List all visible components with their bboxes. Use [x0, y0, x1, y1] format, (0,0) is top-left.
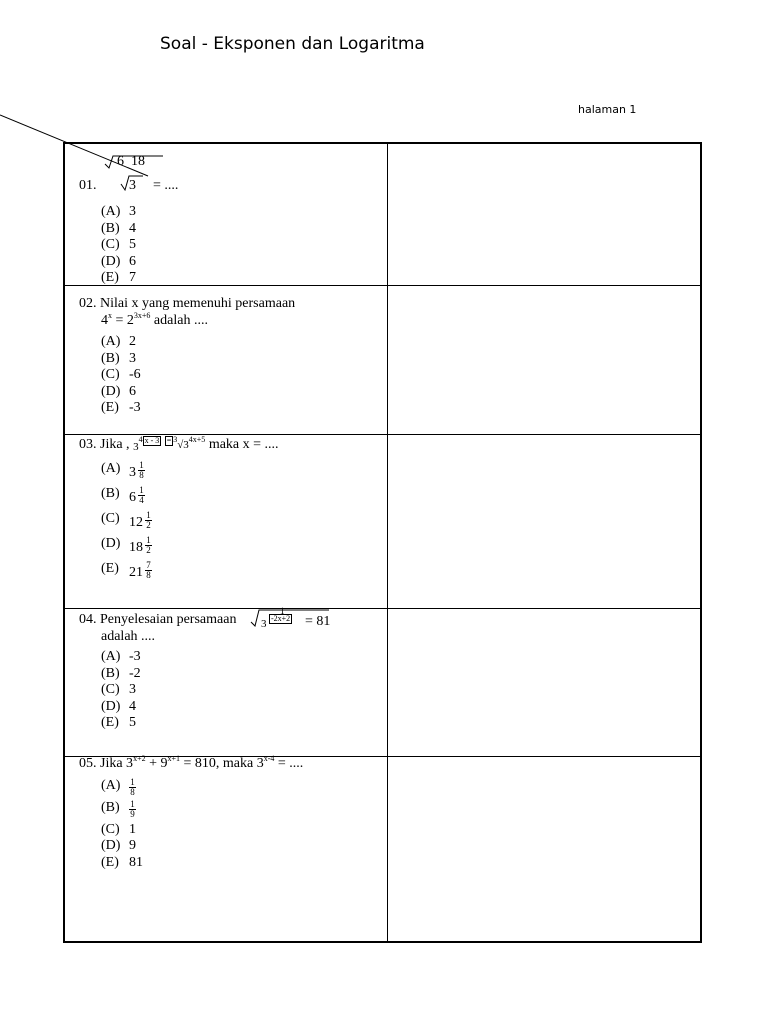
option-key: (C) — [101, 510, 120, 526]
base: 3 — [133, 441, 139, 453]
answer-options — [101, 778, 379, 872]
option-key: (A) — [101, 204, 121, 219]
question-text: 02. Nilai x yang memenuhi persamaan — [79, 296, 296, 311]
whole-part: 6 — [129, 489, 136, 505]
boxed-exponent: x - 3 — [144, 436, 160, 445]
whole-part: 12 — [129, 514, 143, 530]
question-tail: adalah .... — [150, 312, 208, 328]
answer-option — [101, 384, 379, 401]
exponent: 4x+5 — [188, 435, 206, 444]
question-table — [63, 142, 702, 943]
fraction-denominator: 9 — [130, 808, 135, 819]
answer-option — [101, 822, 379, 839]
option-value: 3 — [129, 204, 136, 219]
option-key: (A) — [101, 777, 121, 793]
answer-option — [101, 536, 379, 561]
numerator: 6 — [117, 154, 124, 169]
answer-option — [101, 270, 379, 287]
option-value: 5 — [129, 237, 136, 252]
option-key: (B) — [101, 799, 120, 815]
radical-sign: √ — [177, 439, 184, 451]
answer-option — [101, 351, 379, 368]
question-number: 01. — [79, 178, 97, 193]
answer-option — [101, 561, 379, 586]
exponent: x+2 — [133, 754, 146, 763]
fraction-denominator: 8 — [130, 786, 135, 797]
question-4 — [79, 606, 379, 732]
answer-option — [101, 461, 379, 486]
answer-option — [101, 649, 379, 666]
fraction — [145, 536, 152, 555]
answer-option — [101, 666, 379, 683]
option-value: 4 — [129, 698, 136, 714]
answer-options — [101, 204, 379, 287]
whole-part: 18 — [129, 539, 143, 555]
fraction-numerator: 1 — [139, 459, 144, 470]
question-1 — [79, 154, 379, 287]
option-value: 3 — [129, 682, 136, 697]
answer-option — [101, 334, 379, 351]
answer-option — [101, 682, 379, 699]
row-divider — [65, 608, 700, 609]
fraction — [129, 778, 136, 797]
fraction-numerator: 1 — [130, 776, 135, 787]
column-divider — [387, 144, 388, 941]
fraction — [138, 461, 145, 480]
fraction-denominator: 8 — [139, 469, 144, 480]
equation — [101, 310, 379, 331]
mixed-number — [129, 561, 152, 586]
fraction-numerator: 1 — [130, 798, 135, 809]
answer-option — [101, 715, 379, 732]
option-key: (A) — [101, 460, 121, 476]
option-key: (C) — [101, 821, 120, 837]
page-title: Soal - Eksponen dan Logaritma — [160, 34, 425, 54]
option-value: 7 — [129, 270, 136, 285]
exponent: x+1 — [167, 754, 180, 763]
base: 4 — [101, 312, 108, 328]
option-key: (B) — [101, 665, 120, 681]
fraction — [145, 561, 152, 580]
boxed-exponent: -2x+2 — [271, 614, 291, 623]
base: 3 — [261, 618, 267, 630]
answer-option — [101, 699, 379, 716]
option-key: (E) — [101, 400, 119, 415]
exponent: 1 — [280, 606, 285, 616]
mixed-number — [129, 486, 145, 511]
question-tail: maka x = .... — [208, 437, 279, 452]
boxed-equals: = — [166, 436, 172, 445]
option-value: 6 — [129, 253, 136, 269]
option-key: (B) — [101, 220, 120, 236]
mixed-number — [129, 511, 152, 536]
fraction — [138, 486, 145, 505]
root-index: 3 — [173, 435, 178, 444]
fraction-numerator: 1 — [146, 509, 151, 520]
option-key: (A) — [101, 649, 121, 664]
fraction-denominator: 2 — [146, 519, 151, 530]
option-key: (B) — [101, 485, 120, 501]
option-value: 5 — [129, 715, 136, 730]
question-tail: = .... — [274, 756, 304, 771]
option-value: 9 — [129, 838, 136, 853]
option-value: 2 — [129, 334, 136, 349]
fraction-numerator: 7 — [146, 559, 151, 570]
equals-base: = 2 — [112, 312, 134, 328]
option-key: (D) — [101, 535, 121, 551]
option-value: -3 — [129, 649, 141, 664]
whole-part: 21 — [129, 564, 143, 580]
exponent: 3x+6 — [133, 310, 151, 320]
exponent: x-4 — [263, 754, 275, 763]
option-key: (D) — [101, 838, 121, 853]
fraction-denominator: 4 — [139, 494, 144, 505]
option-key: (E) — [101, 715, 119, 730]
answer-options — [101, 649, 379, 732]
question-3 — [79, 437, 379, 586]
equation-rhs: = 81 — [305, 614, 331, 629]
fraction — [129, 800, 136, 819]
question-5 — [79, 756, 379, 871]
answer-option — [101, 237, 379, 254]
fraction-denominator: 2 — [146, 544, 151, 555]
fraction — [145, 511, 152, 530]
fraction-numerator: 1 — [139, 484, 144, 495]
mixed-number — [129, 536, 152, 561]
equation — [79, 606, 379, 630]
option-value: 4 — [129, 220, 136, 236]
answer-option — [101, 367, 379, 384]
answer-option — [101, 855, 379, 872]
option-key: (C) — [101, 367, 120, 382]
equation-part: = 810, maka 3 — [180, 756, 264, 771]
option-value: -3 — [129, 400, 141, 415]
row-divider — [65, 434, 700, 435]
answer-option — [101, 221, 379, 238]
option-value: 3 — [129, 350, 136, 366]
answer-option — [101, 838, 379, 855]
page-number: halaman 1 — [578, 103, 637, 116]
option-value: 6 — [129, 383, 136, 399]
inner-root-value: 18 — [131, 154, 145, 169]
option-key: (C) — [101, 682, 120, 697]
base: 3 — [183, 439, 189, 451]
equation-part: + 9 — [145, 756, 168, 771]
question-lead: 03. Jika , — [79, 437, 130, 452]
option-key: (E) — [101, 270, 119, 285]
option-key: (B) — [101, 350, 120, 366]
option-key: (D) — [101, 698, 121, 714]
mixed-number — [129, 461, 145, 486]
equation — [79, 756, 379, 774]
option-value: 81 — [129, 854, 143, 870]
equals-dots: = .... — [153, 178, 179, 193]
option-key: (A) — [101, 334, 121, 349]
answer-option — [101, 800, 379, 819]
whole-part: 3 — [129, 464, 136, 480]
answer-option — [101, 778, 379, 797]
fraction-numerator: 1 — [146, 534, 151, 545]
question-text: 04. Penyelesaian persamaan — [79, 612, 237, 627]
option-key: (D) — [101, 253, 121, 269]
answer-option — [101, 511, 379, 536]
fraction-denominator: 8 — [146, 569, 151, 580]
question-lead: 05. Jika 3 — [79, 756, 134, 771]
exponent: 4 — [138, 435, 143, 444]
option-value: -2 — [129, 665, 141, 681]
denominator: 3 — [129, 178, 136, 193]
answer-option — [101, 254, 379, 271]
option-key: (C) — [101, 237, 120, 252]
question-tail: adalah .... — [101, 628, 156, 644]
answer-options — [101, 334, 379, 417]
option-key: (E) — [101, 560, 119, 576]
option-value: 1 — [129, 821, 136, 837]
answer-option — [101, 204, 379, 221]
option-key: (D) — [101, 383, 121, 399]
answer-options — [101, 461, 379, 586]
question-2 — [79, 296, 379, 417]
option-key: (E) — [101, 854, 119, 870]
answer-option — [101, 400, 379, 417]
option-value: -6 — [129, 367, 141, 382]
answer-option — [101, 486, 379, 511]
exponent: x — [108, 310, 112, 320]
equation — [79, 437, 379, 455]
